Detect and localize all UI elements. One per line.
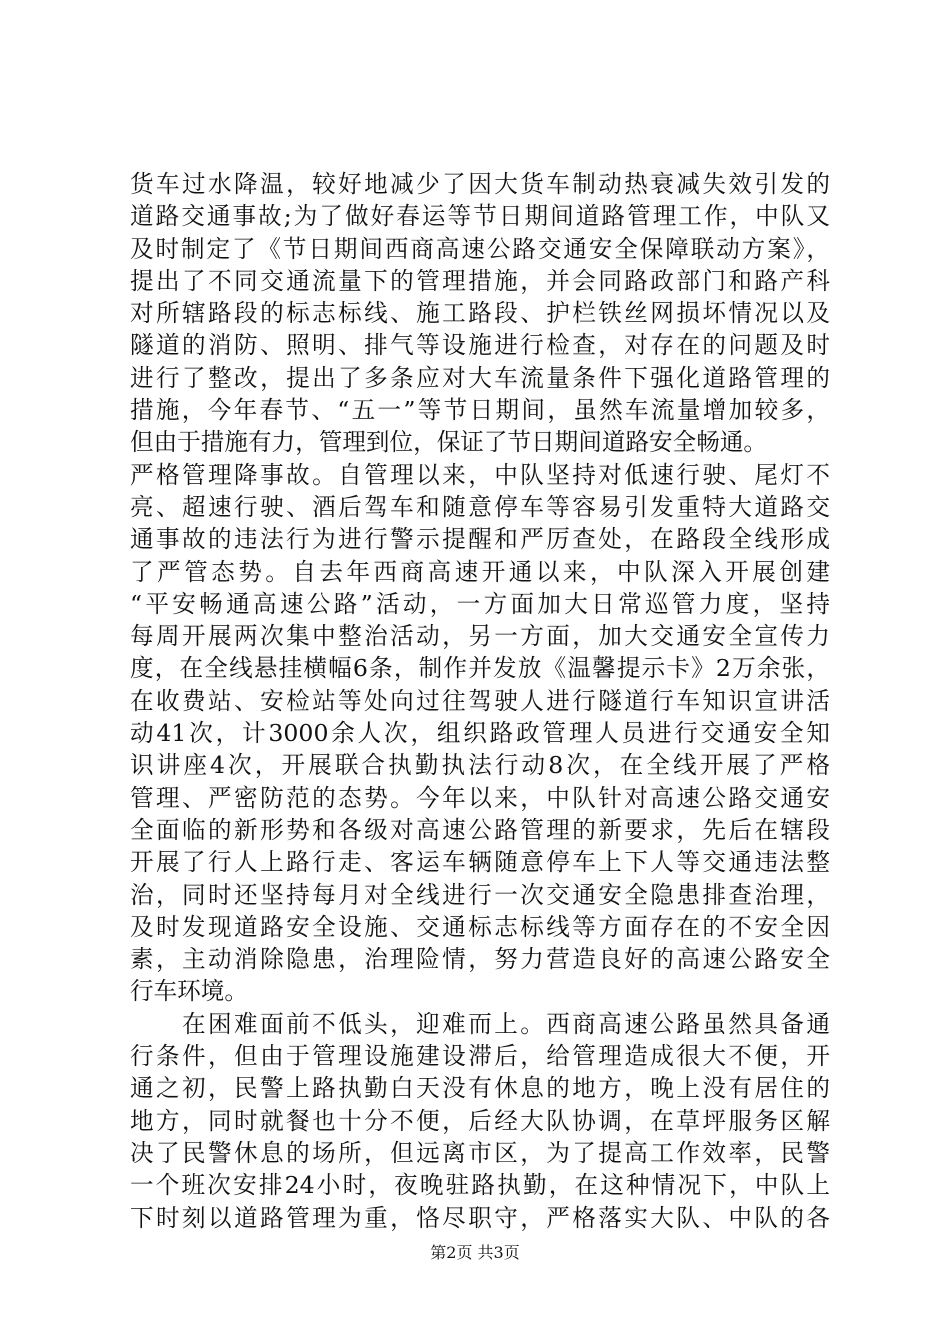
text-line: 在困难面前不低头，迎难而上。西商高速公路虽然具备通	[130, 1009, 830, 1038]
text-line: 了严管态势。自去年西商高速开通以来，中队深入开展创建	[130, 557, 830, 586]
text-line: 措施，今年春节、“五一”等节日期间，虽然车流量增加较多，	[130, 396, 830, 425]
text-line: 每周开展两次集中整治活动，另一方面，加大交通安全宣传力	[130, 622, 830, 651]
text-line: 度，在全线悬挂横幅6条，制作并发放《温馨提示卡》2万余张，	[130, 654, 830, 683]
text-line: 严格管理降事故。自管理以来，中队坚持对低速行驶、尾灯不	[130, 460, 830, 489]
text-line: 亮、超速行驶、酒后驾车和随意停车等容易引发重特大道路交	[130, 492, 830, 521]
body-text	[130, 168, 830, 1234]
text-line: 及时制定了《节日期间西商高速公路交通安全保障联动方案》，	[130, 234, 830, 263]
text-line: 及时发现道路安全设施、交通标志标线等方面存在的不安全因	[130, 912, 830, 941]
text-line: 但由于措施有力，管理到位，保证了节日期间道路安全畅通。	[130, 428, 768, 457]
text-line: 开展了行人上路行走、客运车辆随意停车上下人等交通违法整	[130, 848, 830, 877]
text-line: 地方，同时就餐也十分不便，后经大队协调，在草坪服务区解	[130, 1106, 830, 1135]
text-line: 道路交通事故;为了做好春运等节日期间道路管理工作，中队又	[130, 202, 830, 231]
text-line: 下时刻以道路管理为重，恪尽职守，严格落实大队、中队的各	[130, 1203, 830, 1232]
text-line: 对所辖路段的标志标线、施工路段、护栏铁丝网损坏情况以及	[130, 299, 830, 328]
page-footer: 第2页 共3页	[430, 1243, 520, 1262]
text-line: 行条件，但由于管理设施建设滞后，给管理造成很大不便，开	[130, 1042, 830, 1071]
text-line: 货车过水降温，较好地减少了因大货车制动热衰减失效引发的	[130, 170, 830, 198]
text-line: 管理、严密防范的态势。今年以来，中队针对高速公路交通安	[130, 783, 830, 812]
text-line: 进行了整改，提出了多条应对大车流量条件下强化道路管理的	[130, 363, 830, 392]
text-line: 通之初，民警上路执勤白天没有休息的地方，晚上没有居住的	[130, 1074, 830, 1103]
text-line: 决了民警休息的场所，但远离市区，为了提高工作效率，民警	[130, 1138, 830, 1167]
text-line: 治，同时还坚持每月对全线进行一次交通安全隐患排查治理，	[130, 880, 830, 909]
text-line: 动41次，计3000余人次，组织路政管理人员进行交通安全知	[130, 719, 830, 748]
text-line: 识讲座4次，开展联合执勤执法行动8次，在全线开展了严格	[130, 751, 830, 780]
text-line: 在收费站、安检站等处向过往驾驶人进行隧道行车知识宣讲活	[130, 686, 830, 715]
text-line: 全面临的新形势和各级对高速公路管理的新要求，先后在辖段	[130, 815, 830, 844]
text-line: 一个班次安排24小时，夜晚驻路执勤，在这种情况下，中队上	[130, 1171, 830, 1200]
text-line: 行车环境。	[130, 977, 248, 1006]
text-line: 隧道的消防、照明、排气等设施进行检查，对存在的问题及时	[130, 331, 830, 360]
text-line: “平安畅通高速公路”活动，一方面加大日常巡管力度，坚持	[130, 589, 830, 618]
text-line: 素，主动消除隐患，治理险情，努力营造良好的高速公路安全	[130, 945, 830, 974]
text-line: 提出了不同交通流量下的管理措施，并会同路政部门和路产科	[130, 266, 830, 295]
text-line: 通事故的违法行为进行警示提醒和严厉查处，在路段全线形成	[130, 525, 830, 554]
